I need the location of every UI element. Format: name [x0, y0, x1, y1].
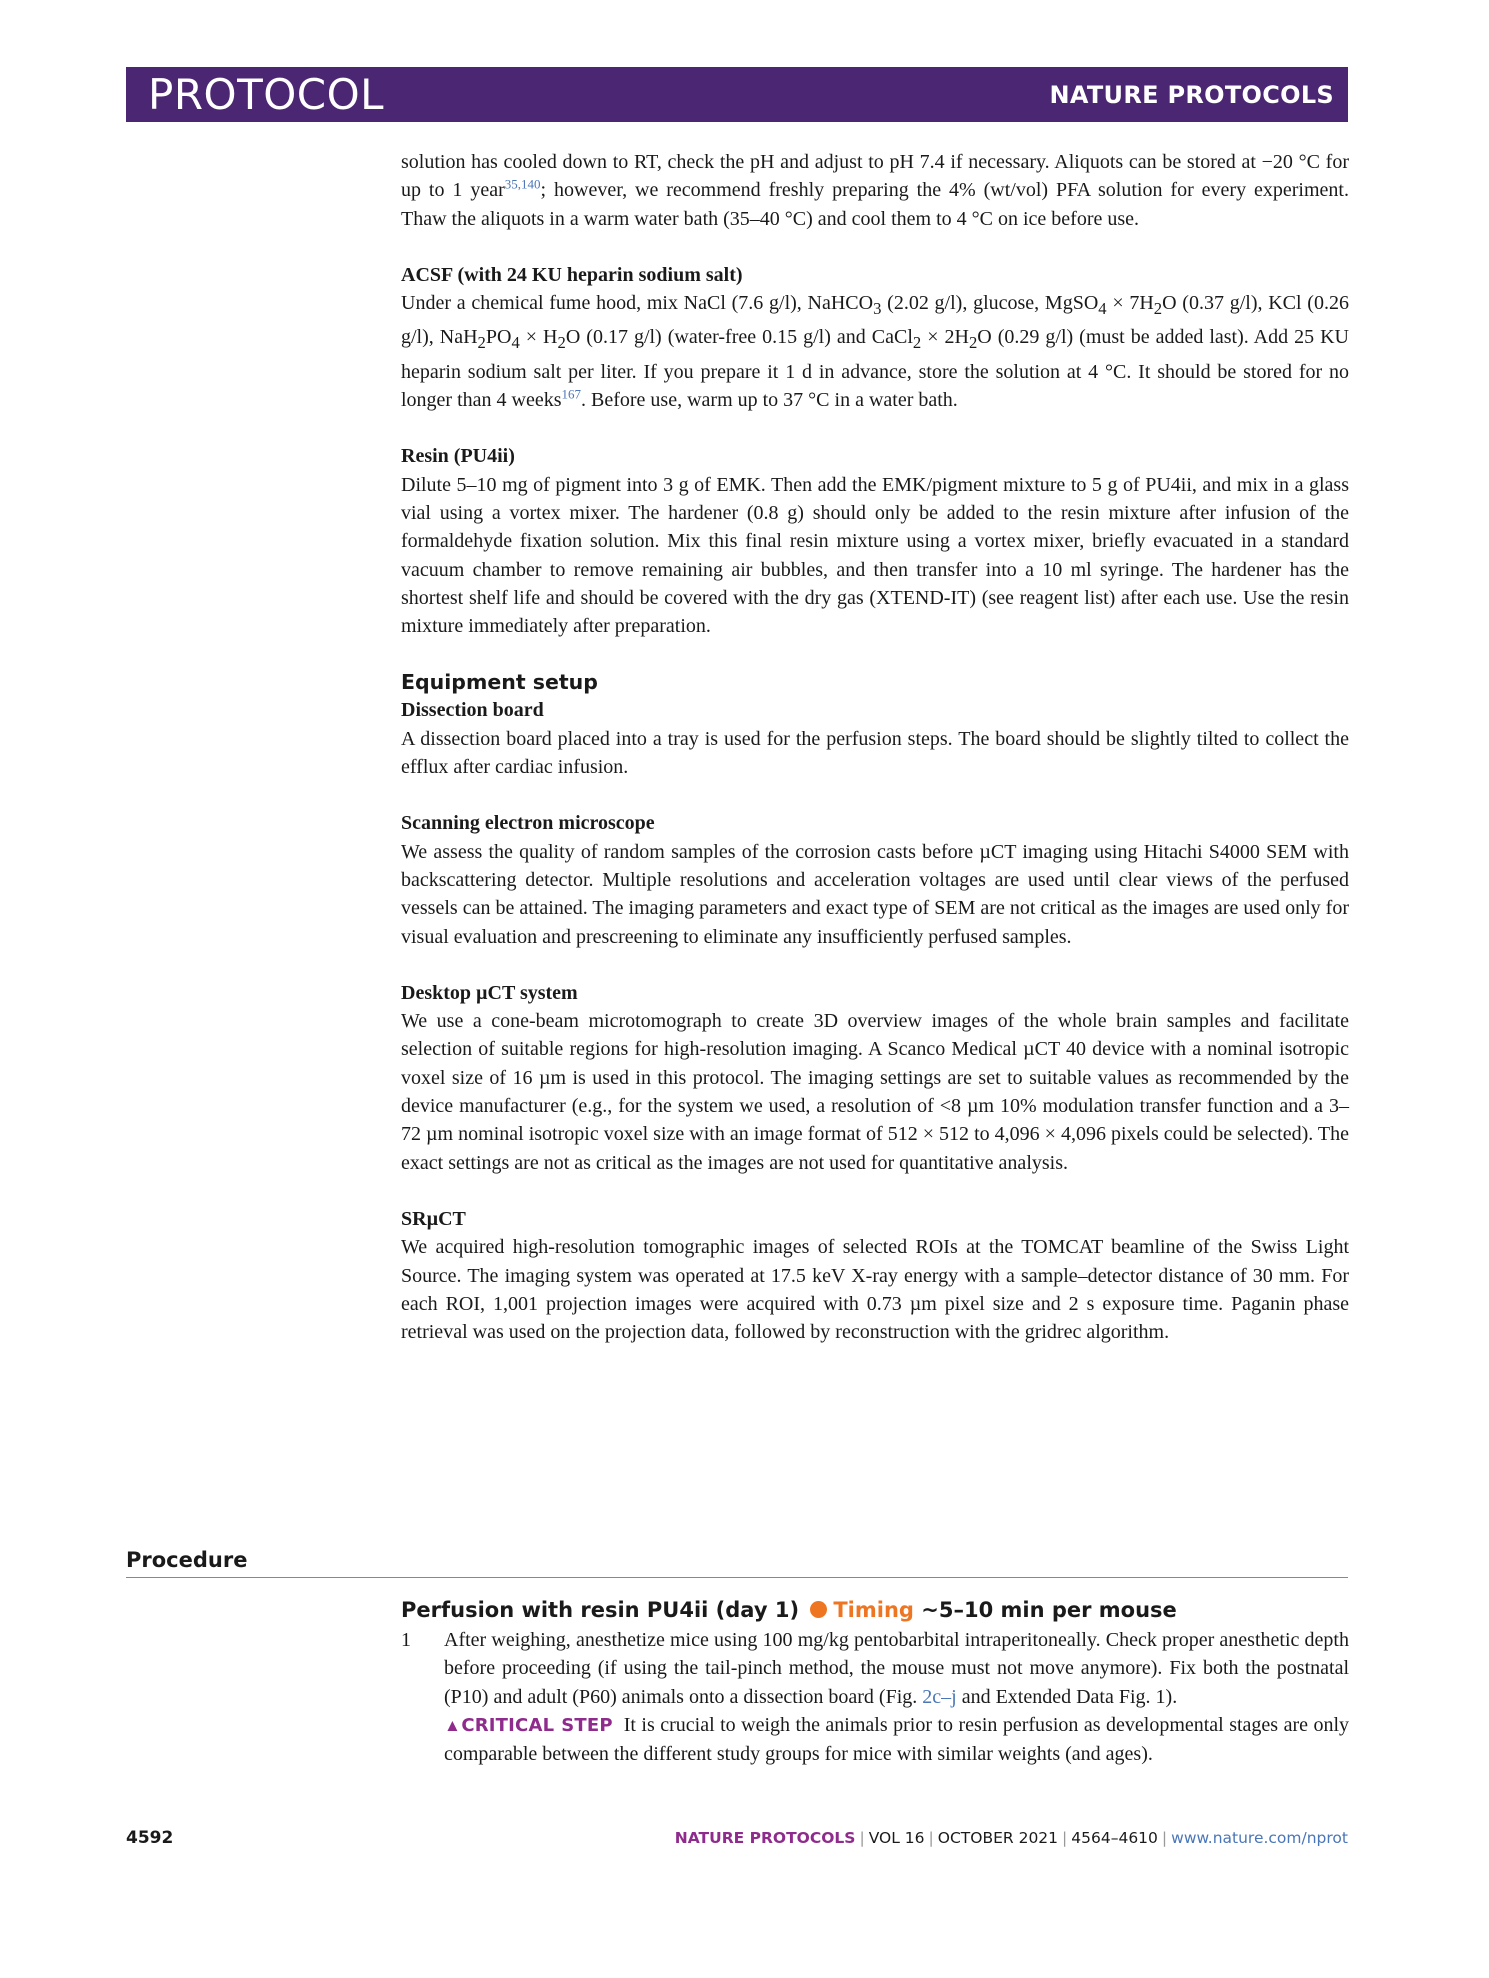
pfa-paragraph: solution has cooled down to RT, check the pH and adjust to pH 7.4 if necessary. Aliquots can be stored at −20 °C for up to 1 year$^{35,140}$; however, we recommend freshly preparing the 4% (wt/vol) PFA solution for every experiment. Thaw the aliquots in a warm water bath (35–40 °C) and cool them to 4 °C on ice before use. [401, 151, 1349, 230]
critical-step-label: CRITICAL STEP [461, 1714, 613, 1736]
resin-paragraph: Dilute 5–10 mg of pigment into 3 g of EMK. Then add the EMK/pigment mixture to 5 g of PU4ii, and mix in a glass vial using a vortex mixer. The hardener (0.8 g) should only be added to the resin mixture after infusion of the formaldehyde fixation solution. Mix this final resin mixture using a vortex mixer, briefly evacuated in a standard vacuum chamber to remove remaining air bubbles, and then transfer into a 10 ml syringe. The hardener has the shortest shelf life and should be covered with the dry gas (XTEND-IT) (see reagent list) after each use. Use the resin mixture immediately after preparation. [401, 473, 1349, 638]
section-divider [126, 1577, 1348, 1578]
acsf-title: ACSF (with 24 KU heparin sodium salt) [401, 263, 743, 286]
desktop-uct-title: Desktop µCT system [401, 981, 578, 1004]
sem-paragraph: We assess the quality of random samples of the corrosion casts before µCT imaging using Hitachi S4000 SEM with backscattering detector. Multiple resolutions and acceleration voltages are used until clear views of the perfused vessels can be attained. The imaging parameters and exact type of SEM are not critical as the images are used only for visual evaluation and prescreening to eliminate any insufficiently perfused samples. [401, 840, 1349, 948]
resin-title: Resin (PU4ii) [401, 445, 515, 468]
citation-link[interactable]: 167 [561, 386, 582, 402]
procedure-step [401, 1626, 1349, 1768]
srmct-title: SRµCT [401, 1207, 466, 1230]
equipment-setup-heading: Equipment setup [401, 670, 598, 695]
desktop-uct-paragraph: We use a cone-beam microtomograph to create 3D overview images of the whole brain samples and facilitate selection of suitable regions for high-resolution imaging. A Scanco Medical µCT 40 device with a nominal isotropic voxel size of 16 µm is used in this protocol. The imaging settings are set to suitable values as recommended by the device manufacturer (e.g., for the system we used, a resolution of <8 µm 10% modulation transfer function and a 3–72 µm nominal isotropic voxel size with an image format of 512 × 512 to 4,096 × 4,096 pixels could be selected). The exact settings are not as critical as the images are not used for quantitative analysis. [401, 1010, 1349, 1174]
step-paragraph: After weighing, anesthetize mice using 100 mg/kg pentobarbital intraperitoneally. Check proper anesthetic depth before proceeding (if using the tail-pinch method, the mouse must not move anymore). Fix both the postnatal (P10) and adult (P60) animals onto a dissection board (Fig. 2c–j and Extended Data Fig. 1). [444, 1629, 1349, 1708]
dissection-board-title: Dissection board [401, 699, 544, 722]
footer-citation: NATURE PROTOCOLS | VOL 16 | OCTOBER 2021 | 4564–4610 | www.nature.com/nprot [674, 1829, 1348, 1847]
acsf-paragraph: Under a chemical fume hood, mix NaCl (7.6 g/l), NaHCO$_3$ (2.02 g/l), glucose, MgSO$_4$ × $7H_2O$ (0.37 g/l), KCl (0.26 g/l), $NaH_2PO_4 \times H_2O$ (0.17 g/l) (water-free 0.15 g/l) and CaCl$_2$ × $2H_2O$ (0.29 g/l) (must be added last). Add 25 KU heparin sodium salt per liter. If you prepare it 1 d in advance, store the solution at 4 °C. It should be stored for no longer than 4 weeks$^{167}$. Before use, warm up to 37 °C in a water bath. [401, 292, 1349, 412]
citation-link[interactable]: 35,140 [504, 176, 541, 192]
procedure-heading: Procedure [126, 1548, 248, 1572]
dissection-board-paragraph: A dissection board placed into a tray is used for the perfusion steps. The board should be slightly tilted to collect the efflux after cardiac infusion. [401, 727, 1349, 779]
sem-title: Scanning electron microscope [401, 812, 655, 835]
timing-dot-icon [810, 1601, 827, 1618]
main-content [401, 148, 1349, 1346]
section-label: PROTOCOL [148, 70, 385, 119]
journal-url-link[interactable]: www.nature.com/nprot [1171, 1829, 1348, 1847]
timing-value: ~5–10 min per mouse [921, 1598, 1177, 1622]
page-number: 4592 [126, 1828, 174, 1848]
figure-link[interactable]: 2c–j [922, 1685, 957, 1708]
warning-triangle-icon: ▲ [444, 1715, 462, 1735]
step-number: 1 [401, 1629, 411, 1651]
critical-step-paragraph: ▲CRITICAL STEP It is crucial to weigh the animals prior to resin perfusion as developmental stages are only comparable between the different study groups for mice with similar weights (and ages). [444, 1713, 1350, 1766]
journal-name: NATURE PROTOCOLS [1049, 81, 1334, 109]
timing-label: Timing [833, 1598, 914, 1622]
perfusion-heading: Perfusion with resin PU4ii (day 1) Timing ~5–10 min per mouse [401, 1598, 1177, 1622]
header-banner [126, 67, 1348, 122]
srmct-paragraph: We acquired high-resolution tomographic images of selected ROIs at the TOMCAT beamline of the Swiss Light Source. The imaging system was operated at 17.5 keV X-ray energy with a sample–detector distance of 30 mm. For each ROI, 1,001 projection images were acquired with 0.73 µm pixel size and 2 s exposure time. Paganin phase retrieval was used on the projection data, followed by reconstruction with the gridrec algorithm. [401, 1236, 1349, 1344]
